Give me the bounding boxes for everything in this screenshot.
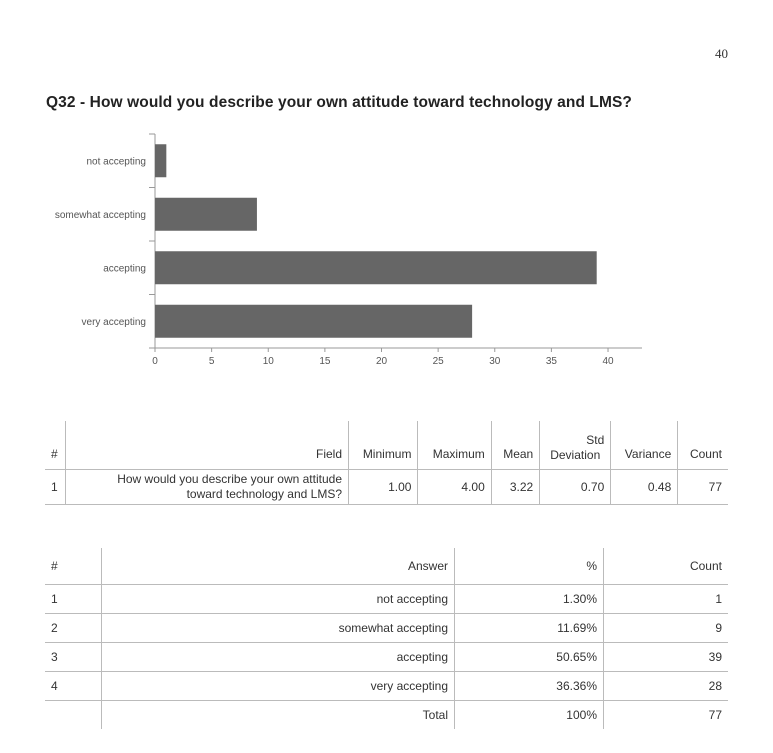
stats-cell-variance: 0.48: [611, 470, 678, 505]
answer-cell-percent: 50.65%: [455, 643, 604, 672]
stats-header-mean: Mean: [491, 421, 539, 470]
answer-cell-answer: accepting: [102, 643, 455, 672]
statistics-table: [45, 421, 728, 505]
answer-cell-num: 3: [45, 643, 102, 672]
stats-header-std-deviation: [540, 421, 611, 470]
answer-cell-answer: very accepting: [102, 672, 455, 701]
answer-cell-num: 1: [45, 585, 102, 614]
question-title: Q32 - How would you describe your own attitude toward technology and LMS?: [46, 94, 632, 111]
std-header-line2: Deviation: [550, 448, 601, 462]
stats-cell-num: 1: [45, 470, 66, 505]
x-tick-label: 35: [545, 356, 557, 367]
stats-header-num: #: [45, 421, 66, 470]
table-row: [45, 585, 728, 614]
stats-cell-count: 77: [678, 470, 728, 505]
stats-cell-maximum: 4.00: [418, 470, 491, 505]
answer-cell-percent: 36.36%: [455, 672, 604, 701]
total-cell-percent: 100%: [455, 701, 604, 730]
page-number: 40: [715, 46, 728, 61]
stats-header-minimum: Minimum: [349, 421, 418, 470]
std-header-line1: Std: [586, 433, 605, 447]
answer-cell-percent: 1.30%: [455, 585, 604, 614]
table-row: [45, 672, 728, 701]
answer-table: [45, 548, 728, 729]
x-tick-label: 20: [375, 356, 388, 367]
category-label: somewhat accepting: [54, 209, 146, 221]
table-row: [45, 643, 728, 672]
answer-cell-answer: somewhat accepting: [102, 614, 455, 643]
x-tick-label: 5: [208, 356, 215, 367]
x-tick-label: 25: [432, 356, 444, 367]
answer-cell-count: 39: [604, 643, 729, 672]
answer-cell-num: 2: [45, 614, 102, 643]
table-row: [45, 470, 728, 505]
total-cell-count: 77: [604, 701, 729, 730]
bar: [155, 198, 257, 231]
stats-cell-std: 0.70: [540, 470, 611, 505]
field-line2: toward technology and LMS?: [186, 487, 342, 501]
total-cell-num: [45, 701, 102, 730]
answer-header-percent: %: [455, 548, 604, 585]
answer-cell-percent: 11.69%: [455, 614, 604, 643]
stats-header-variance: Variance: [611, 421, 678, 470]
bar: [155, 251, 597, 284]
stats-header-count: Count: [678, 421, 728, 470]
total-cell-label: Total: [102, 701, 455, 730]
answer-cell-count: 9: [604, 614, 729, 643]
answer-header-row: [45, 548, 728, 585]
field-line1: How would you describe your own attitude: [117, 472, 342, 486]
x-tick-label: 0: [152, 356, 158, 367]
x-tick-label: 30: [489, 356, 501, 367]
bar: [155, 305, 472, 338]
answer-header-count: Count: [604, 548, 729, 585]
x-tick-label: 15: [319, 356, 331, 367]
answer-cell-num: 4: [45, 672, 102, 701]
answer-cell-count: 28: [604, 672, 729, 701]
answer-cell-answer: not accepting: [102, 585, 455, 614]
answer-header-answer: Answer: [102, 548, 455, 585]
category-label: very accepting: [81, 316, 146, 328]
stats-header-maximum: Maximum: [418, 421, 491, 470]
stats-header-field: Field: [66, 421, 349, 470]
answer-header-num: #: [45, 548, 102, 585]
stats-cell-mean: 3.22: [491, 470, 539, 505]
stats-cell-field: [66, 470, 349, 505]
table-row: [45, 614, 728, 643]
category-label: not accepting: [86, 156, 146, 168]
stats-cell-minimum: 1.00: [349, 470, 418, 505]
total-row: [45, 701, 728, 730]
category-label: accepting: [103, 263, 146, 275]
statistics-header-row: [45, 421, 728, 470]
answer-cell-count: 1: [604, 585, 729, 614]
bar: [155, 144, 166, 177]
x-tick-label: 40: [602, 356, 614, 367]
x-tick-label: 10: [262, 356, 274, 367]
